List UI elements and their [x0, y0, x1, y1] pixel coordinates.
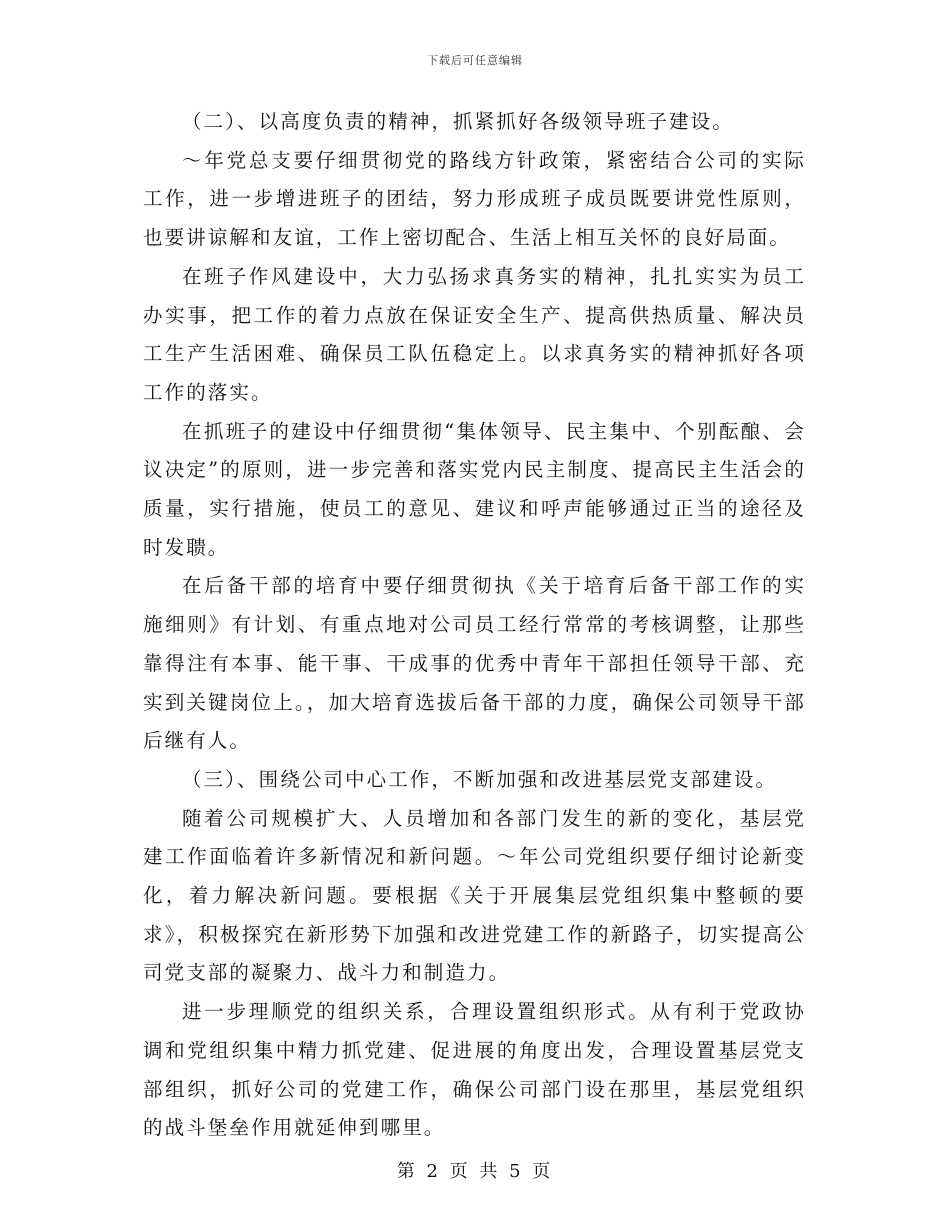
document-body [143, 103, 806, 1148]
section-heading-3: （三）、围绕公司中心工作，不断加强和改进基层党支部建设。 [182, 767, 778, 791]
paragraph: 随着公司规模扩大、人员增加和各部门发生的新的变化，基层党建工作面临着许多新情况和新问题。～年公司党组织要仔细讨论新变化，着力解决新问题。要根据《关于开展集层党组织集中整顿的要求》，积极探究在新形势下加强和改进党建工作的新路子，切实提高公司党支部的凝聚力、战斗力和制造力。 [143, 806, 806, 985]
paragraph: ～年党总支要仔细贯彻党的路线方针政策，紧密结合公司的实际工作，进一步增进班子的团结，努力形成班子成员既要讲党性原则，也要讲谅解和友谊，工作上密切配合、生活上相互关怀的良好局面。 [143, 148, 806, 250]
paragraph: 在抓班子的建设中仔细贯彻“集体领导、民主集中、个别酝酿、会议决定”的原则，进一步完善和落实党内民主制度、提高民主生活会的质量，实行措施，使员工的意见、建议和呼声能够通过正当的途径及时发聩。 [143, 419, 806, 559]
paragraph: 在班子作风建设中，大力弘扬求真务实的精神，扎扎实实为员工办实事，把工作的着力点放在保证安全生产、提高供热质量、解决员工生产生活困难、确保员工队伍稳定上。以求真务实的精神抓好各项工作的落实。 [143, 264, 806, 404]
page-number-footer: 第 2 页 共 5 页 [396, 1161, 554, 1182]
page-header: 下载后可任意编辑 [427, 54, 523, 67]
paragraph: 进一步理顺党的组织关系，合理设置组织形式。从有利于党政协调和党组织集中精力抓党建、促进展的角度出发，合理设置基层党支部组织，抓好公司的党建工作，确保公司部门设在那里，基层党组织的战斗堡垒作用就延伸到哪里。 [143, 1000, 806, 1140]
paragraph: 在后备干部的培育中要仔细贯彻执《关于培育后备干部工作的实施细则》有计划、有重点地对公司员工经行常常的考核调整，让那些靠得注有本事、能干事、干成事的优秀中青年干部担任领导干部、充实到关键岗位上。，加大培育选拔后备干部的力度，确保公司领导干部后继有人。 [143, 574, 806, 753]
section-heading-2: （二）、以高度负责的精神，抓紧抓好各级领导班子建设。 [182, 110, 734, 133]
